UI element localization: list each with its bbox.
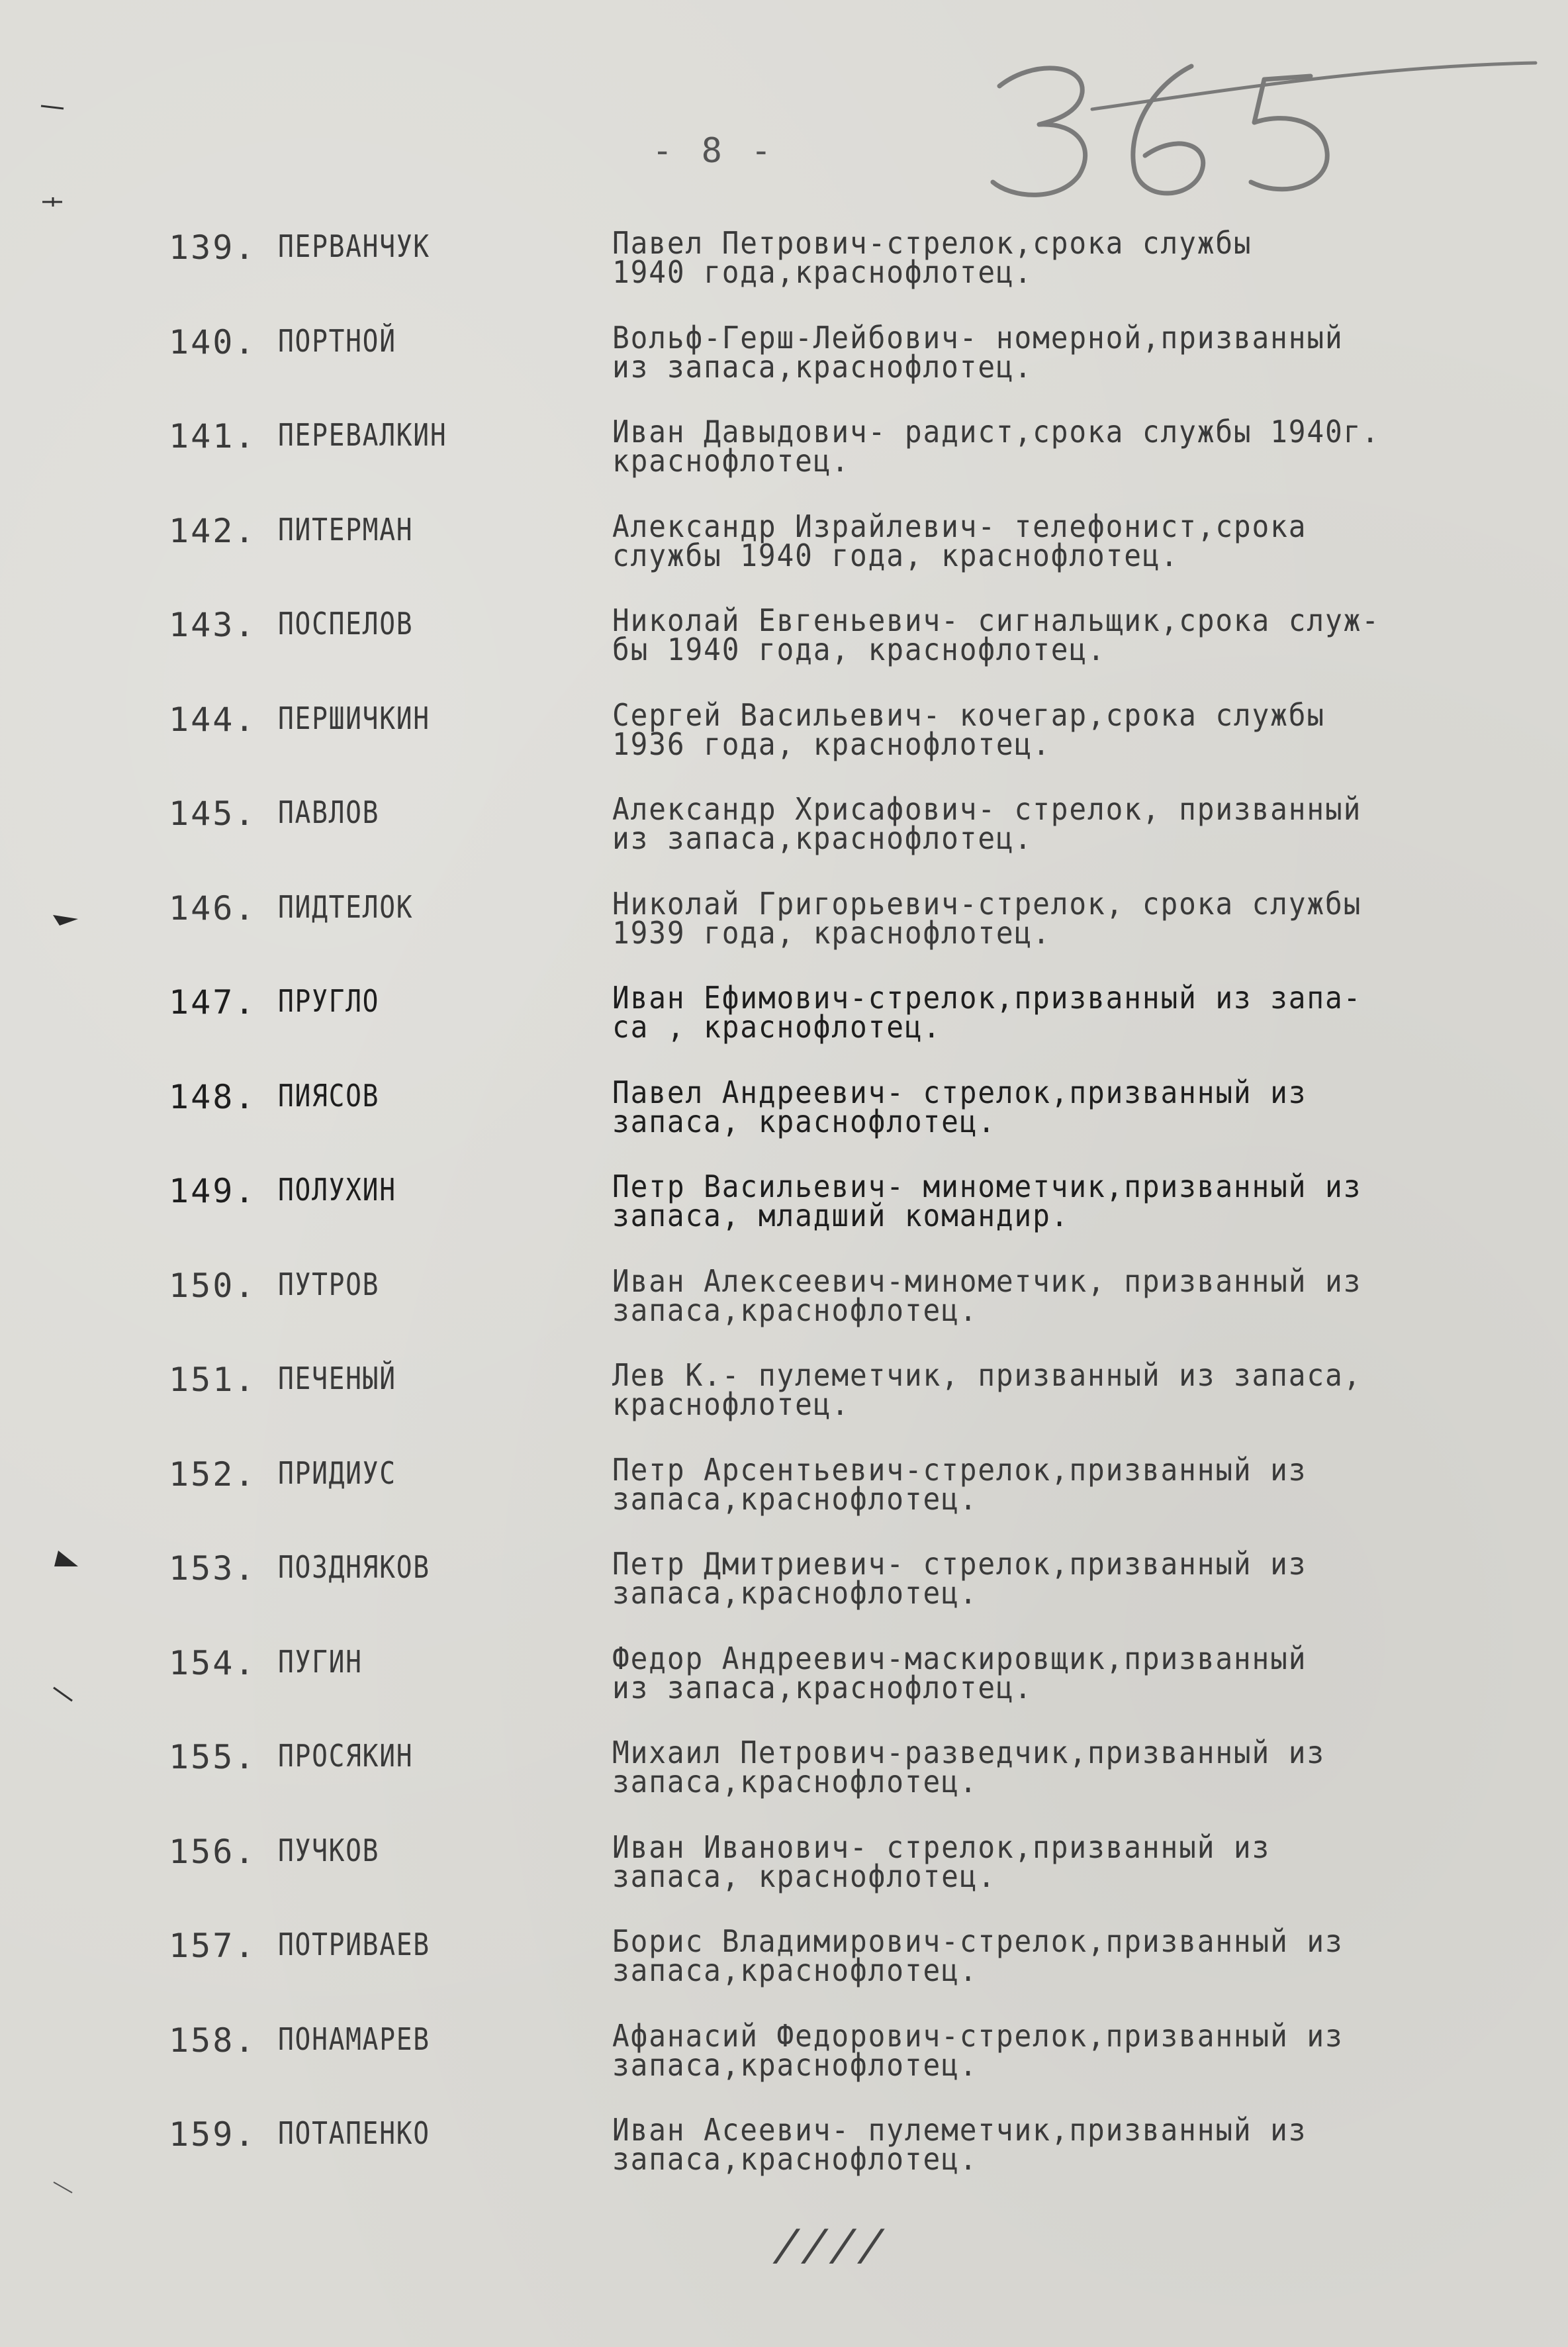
- entry-description: Петр Дмитриевич- стрелок,призванный из запаса,краснофлотец.: [612, 1546, 1307, 1611]
- entry-number: 145.: [169, 794, 257, 833]
- list-item: [169, 1546, 1545, 1644]
- entry-surname: ПИДТЕЛОК: [278, 888, 414, 925]
- entry-description: Николай Евгеньевич- сигнальщик,срока служ- бы 1940 года, краснофлотец.: [612, 602, 1380, 667]
- entry-surname: ПОЛУХИН: [278, 1172, 396, 1208]
- entry-surname: ПУТРОВ: [278, 1266, 380, 1302]
- list-item: [169, 1829, 1545, 1927]
- entry-surname: ПЕЧЕНЫЙ: [278, 1361, 396, 1396]
- entry-description: Иван Алексеевич-минометчик, призванный из запаса,краснофлотец.: [612, 1263, 1362, 1328]
- entry-surname: ПОТРИВАЕВ: [278, 1927, 430, 1962]
- entry-number: 157.: [169, 1927, 257, 1965]
- list-item: [169, 1735, 1545, 1833]
- entry-description: Иван Асеевич- пулеметчик,призванный из запаса,краснофлотец.: [612, 2112, 1307, 2177]
- entry-description: Иван Давыдович- радист,срока службы 1940г. краснофлотец.: [612, 414, 1380, 479]
- list-item: [169, 1357, 1545, 1455]
- entry-surname: ПУГИН: [278, 1643, 363, 1680]
- margin-mark-icon: [53, 907, 79, 927]
- entry-description: Александр Израйлевич- телефонист,срока службы 1940 года, краснофлотец.: [612, 508, 1307, 573]
- list-item: [169, 1923, 1545, 2021]
- list-item: [169, 225, 1545, 323]
- list-item: [169, 1640, 1545, 1739]
- entry-description: Павел Андреевич- стрелок,призванный из запаса, краснофлотец.: [612, 1074, 1307, 1139]
- entry-number: 156.: [169, 1832, 257, 1871]
- page-number: - 8 -: [652, 131, 776, 171]
- entry-description: Борис Владимирович-стрелок,призванный из запаса,краснофлотец.: [612, 1923, 1344, 1988]
- entry-number: 149.: [169, 1172, 257, 1210]
- list-item: [169, 2017, 1545, 2116]
- entry-surname: ПОРТНОЙ: [278, 322, 396, 359]
- end-mark: ////: [769, 2221, 892, 2270]
- list-item: [169, 1451, 1545, 1550]
- entry-number: 139.: [169, 228, 257, 267]
- entry-number: 142.: [169, 511, 257, 550]
- entry-number: 158.: [169, 2021, 257, 2060]
- list-item: [169, 980, 1545, 1078]
- entry-description: Федор Андреевич-маскировщик,призванный из запаса,краснофлотец.: [612, 1640, 1307, 1705]
- list-item: [169, 414, 1545, 512]
- entry-description: Павел Петрович-стрелок,срока службы 1940 года,краснофлотец.: [612, 225, 1252, 290]
- entry-surname: ПРУГЛО: [278, 983, 380, 1019]
- list-item: [169, 602, 1545, 700]
- entry-number: 146.: [169, 888, 257, 928]
- list-item: [169, 791, 1545, 889]
- entry-number: 140.: [169, 322, 257, 361]
- entry-description: Вольф-Герш-Лейбович- номерной,призванный из запаса,краснофлотец.: [612, 319, 1344, 385]
- entry-number: 151.: [169, 1361, 257, 1399]
- entry-description: Иван Ефимович-стрелок,призванный из запа- са , краснофлотец.: [612, 980, 1362, 1045]
- entry-number: 155.: [169, 1738, 257, 1776]
- personnel-list: [169, 225, 1545, 2210]
- entry-number: 144.: [169, 700, 257, 739]
- entry-number: 154.: [169, 1643, 257, 1682]
- list-item: [169, 885, 1545, 984]
- margin-mark-icon: [40, 99, 66, 119]
- entry-description: Иван Иванович- стрелок,призванный из запаса, краснофлотец.: [612, 1829, 1271, 1894]
- entry-surname: ПОНАМАРЕВ: [278, 2021, 430, 2057]
- list-item: [169, 2112, 1545, 2210]
- entry-description: Афанасий Федорович-стрелок,призванный из запаса,краснофлотец.: [612, 2017, 1344, 2083]
- margin-mark-icon: [50, 2178, 76, 2198]
- entry-description: Петр Арсентьевич-стрелок,призванный из запаса,краснофлотец.: [612, 1451, 1307, 1517]
- list-item: [169, 1074, 1545, 1173]
- entry-number: 147.: [169, 983, 257, 1022]
- entry-surname: ПУЧКОВ: [278, 1832, 380, 1868]
- entry-description: Александр Хрисафович- стрелок, призванный из запаса,краснофлотец.: [612, 791, 1362, 856]
- entry-surname: ПРОСЯКИН: [278, 1738, 414, 1774]
- entry-number: 150.: [169, 1266, 257, 1305]
- list-item: [169, 1169, 1545, 1267]
- entry-surname: ПОТАПЕНКО: [278, 2115, 430, 2151]
- entry-description: Михаил Петрович-разведчик,призванный из запаса,краснофлотец.: [612, 1735, 1326, 1799]
- entry-number: 152.: [169, 1455, 257, 1494]
- entry-surname: ПИЯСОВ: [278, 1077, 380, 1114]
- entry-surname: ПЕРЕВАЛКИН: [278, 417, 447, 453]
- margin-mark-icon: [50, 1685, 76, 1705]
- entry-surname: ПРИДИУС: [278, 1455, 396, 1491]
- entry-surname: ПОЗДНЯКОВ: [278, 1549, 430, 1585]
- entry-number: 143.: [169, 606, 257, 644]
- entry-number: 148.: [169, 1077, 257, 1116]
- entry-surname: ПЕРВАНЧУК: [278, 228, 430, 264]
- list-item: [169, 508, 1545, 606]
- entry-description: Петр Васильевич- минометчик,призванный из запаса, младший командир.: [612, 1169, 1362, 1233]
- archive-number-handwritten: [953, 40, 1549, 225]
- entry-description: Лев К.- пулеметчик, призванный из запаса, краснофлотец.: [612, 1357, 1362, 1422]
- list-item: [169, 319, 1545, 418]
- entry-surname: ПАВЛОВ: [278, 794, 380, 830]
- entry-number: 153.: [169, 1549, 257, 1588]
- entry-number: 141.: [169, 417, 257, 455]
- list-item: [169, 696, 1545, 795]
- entry-description: Сергей Васильевич- кочегар,срока службы 1936 года, краснофлотец.: [612, 696, 1326, 762]
- margin-mark-icon: [40, 192, 66, 212]
- entry-description: Николай Григорьевич-стрелок, срока службы 1939 года, краснофлотец.: [612, 885, 1362, 951]
- margin-mark-icon: [53, 1549, 79, 1569]
- entry-surname: ПЕРШИЧКИН: [278, 700, 430, 736]
- entry-surname: ПИТЕРМАН: [278, 511, 414, 548]
- list-item: [169, 1263, 1545, 1361]
- entry-surname: ПОСПЕЛОВ: [278, 606, 414, 642]
- entry-number: 159.: [169, 2115, 257, 2154]
